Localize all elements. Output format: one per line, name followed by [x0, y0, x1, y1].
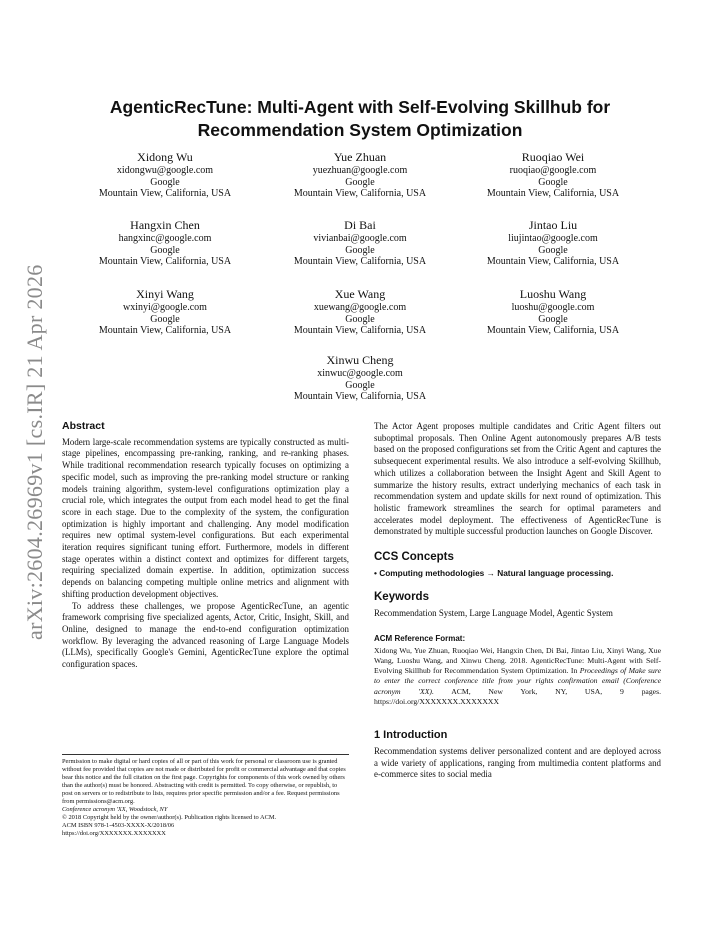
author-email: liujintao@google.com [508, 233, 598, 244]
author-email: wxinyi@google.com [123, 302, 207, 313]
author-org: Google [345, 313, 375, 325]
author-org: Google [345, 176, 375, 188]
author-name: Xinwu Cheng [326, 353, 394, 367]
author-org: Google [150, 176, 180, 188]
author-location: Mountain View, California, USA [486, 256, 620, 267]
ccs-concept-item: • Computing methodologies → Natural language processing. [374, 567, 614, 578]
author-location: Mountain View, California, USA [98, 188, 232, 199]
reference-format-label: ACM Reference Format: [374, 633, 466, 643]
author-name: Xidong Wu [137, 150, 193, 164]
abstract-heading: Abstract [62, 420, 105, 432]
right-column [374, 421, 661, 781]
author-location: Mountain View, California, USA [486, 188, 620, 199]
author-org: Google [345, 379, 375, 391]
paper-title: AgenticRecTune: Multi-Agent with Self-Evolving Skillhub for Recommendation System Optimization [109, 97, 611, 140]
copyright-line: © 2018 Copyright held by the owner/author(s). Publication rights licensed to ACM. [62, 814, 277, 821]
ccs-heading: CCS Concepts [374, 551, 454, 564]
abstract-paragraph-2: To address these challenges, we propose AgenticRecTune, an agentic framework comprising five specialized agents, Actor, Critic, Insight, Skill, and Online, designed to manage the end-to-end configuration optimization workflow. By leveraging the advanced reasoning of Large Language Models (LLMs), specifically Google's Gemini, AgenticRecTune explore the optimal configuration spaces. [62, 600, 349, 670]
author-name: Yue Zhuan [333, 150, 387, 164]
arxiv-sidebar-id: arXiv:2604.26969v1 [cs.IR] 21 Apr 2026 [22, 264, 47, 640]
author-email: vivianbai@google.com [313, 233, 407, 244]
author-card [65, 287, 265, 337]
author-name: Xinyi Wang [136, 287, 194, 301]
keywords-heading: Keywords [374, 591, 429, 604]
author-org: Google [150, 244, 180, 256]
author-card [260, 353, 460, 403]
author-org: Google [538, 313, 568, 325]
author-card [260, 287, 460, 337]
author-org: Google [345, 244, 375, 256]
author-card [65, 218, 265, 268]
author-name: Ruoqiao Wei [521, 150, 585, 164]
author-email: ruoqiao@google.com [509, 165, 597, 176]
author-email: xidongwu@google.com [116, 165, 214, 176]
author-location: Mountain View, California, USA [486, 325, 620, 336]
author-name: Xue Wang [334, 287, 386, 301]
author-location: Mountain View, California, USA [98, 325, 232, 336]
abstract-paragraph-3: The Actor Agent proposes multiple candidates and Critic Agent filters out suboptimal proposals. Then Online Agent autonomously prepares A/B tests based on the proposed configurations set from the Critic Agent and captures the subsequecent experimental results. We also introduce a self-evolving Skillhub, which utilizes a collaboration between the Insight Agent and Skill Agent to summarize the history results, extract underlying mechanics of each task in recommendation system and update skills for next round of optimization. This holistic framework streamlines the search for optimal parameters and accelerates model deployment. The effectiveness of AgenticRecTune is demonstrated by multiple successful production launches on Google Discover. [374, 421, 661, 537]
author-card [65, 150, 265, 200]
doi-line: https://doi.org/XXXXXXX.XXXXXXX [62, 830, 166, 837]
author-location: Mountain View, California, USA [293, 188, 427, 199]
conference-line: Conference acronym 'XX, Woodstock, NY [62, 806, 168, 813]
author-card [453, 287, 653, 337]
reference-authors: Xidong Wu, Yue Zhuan, Ruoqiao Wei, Hangxin Chen, Di Bai, Jintao Liu, Xinyi Wang, Xue Wang, Luoshu Wang, and Xinwu Cheng. 2018. AgenticRecTune: Multi-Agent with Self-Evolving Skillhub for Recommendation System Optimization. In [374, 645, 661, 676]
reference-proceedings: Proceedings of Make sure to enter the correct conference title from your rights confirmation email (Conference acronym 'XX). [374, 666, 661, 696]
author-email: xuewang@google.com [313, 302, 407, 313]
author-email: xinwuc@google.com [317, 368, 403, 379]
author-org: Google [150, 313, 180, 325]
author-email: yuezhuan@google.com [312, 165, 408, 176]
author-name: Jintao Liu [528, 218, 578, 232]
author-org: Google [538, 244, 568, 256]
introduction-heading: 1 Introduction [374, 729, 448, 742]
author-email: hangxinc@google.com [118, 233, 212, 244]
abstract-paragraph-1: Modern large-scale recommendation systems are typically constructed as multi-stage pipelines, encompassing pre-ranking, ranking, and re-ranking phases. While traditional recommendation research typically focuses on optimizing a specific model, such as improving the pre-ranking model structure or ranking models training algorithm, system-level configurations optimization play a crucial role, which integrates the output from each model head to get the final score in each stage. Due to the complexity of the system, the configuration optimization is highly important and challenging. Any model modification requires new optimal system-level configurations. But each experimental iteration requires significant tuning effort. Furthermore, models in different stage operates within a distinct context and optimizes for different targets, requiring specialized domain expertise. In addition, optimization success depends on balancing competing multiple online metrics and alignment with shifting production development objectives. [62, 436, 349, 599]
permission-footnote [62, 754, 349, 838]
author-name: Luoshu Wang [519, 287, 587, 301]
left-column [62, 421, 349, 671]
reference-format-text [374, 646, 661, 708]
author-location: Mountain View, California, USA [98, 256, 232, 267]
author-org: Google [538, 176, 568, 188]
author-location: Mountain View, California, USA [293, 256, 427, 267]
footnote-divider [62, 754, 349, 755]
author-email: luoshu@google.com [511, 302, 595, 313]
author-card [453, 150, 653, 200]
author-name: Hangxin Chen [130, 218, 200, 232]
permission-text: Permission to make digital or hard copies of all or part of this work for personal or classroom use is granted without fee provided that copies are not made or distributed for profit or commercial advantage and that copies bear this notice and the full citation on the first page. Copyrights for components of this work owned by others than the author(s) must be honored. Abstracting with credit is permitted. To copy otherwise, or republish, to post on servers or to redistribute to lists, requires prior specific permission and/or a fee. Request permissions from permissions@acm.org. [62, 758, 346, 805]
author-location: Mountain View, California, USA [293, 391, 427, 402]
author-card [260, 218, 460, 268]
author-card [453, 218, 653, 268]
isbn-line: ACM ISBN 978-1-4503-XXXX-X/2018/06 [62, 822, 175, 829]
author-name: Di Bai [344, 218, 376, 232]
author-location: Mountain View, California, USA [293, 325, 427, 336]
introduction-paragraph: Recommendation systems deliver personalized content and are deployed across a wide variety of applications, ranging from multimedia content platforms and e-commerce sites to social media [374, 746, 661, 780]
author-card [260, 150, 460, 200]
reference-tail: ACM, New York, NY, USA, 9 pages. https://doi.org/XXXXXXX.XXXXXXX [374, 686, 661, 707]
keywords-text: Recommendation System, Large Language Model, Agentic System [374, 608, 613, 619]
